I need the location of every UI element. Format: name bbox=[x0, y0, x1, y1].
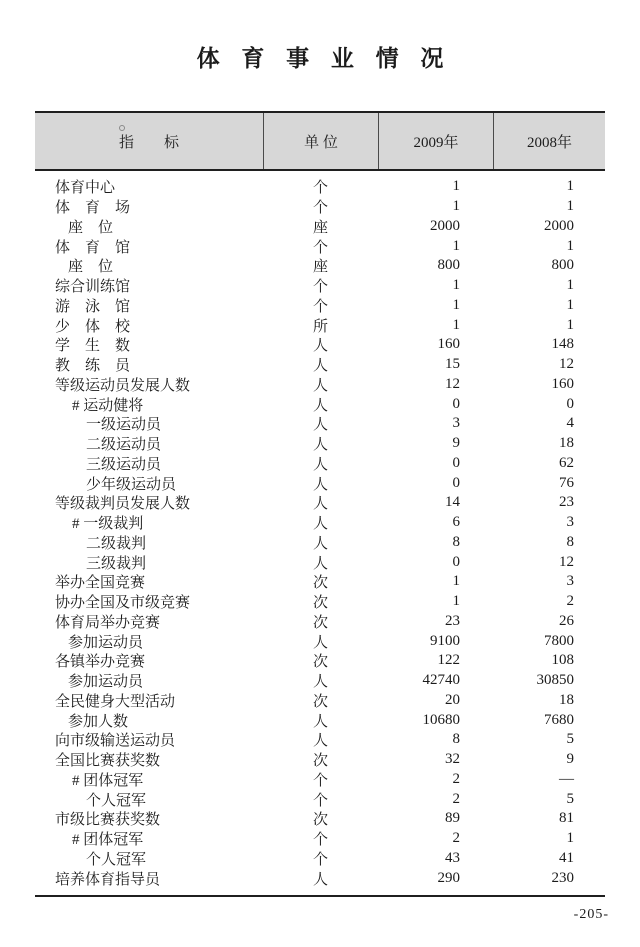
row-indicator: 二级裁判 bbox=[86, 535, 147, 552]
row-value-2009: 1 bbox=[452, 198, 460, 215]
table-row bbox=[35, 236, 605, 256]
row-value-2008: 8 bbox=[566, 533, 574, 550]
table-row bbox=[35, 651, 605, 671]
row-value-2009: 0 bbox=[452, 395, 460, 412]
row-value-2008: 1 bbox=[566, 237, 574, 254]
row-indicator: 参加运动员 bbox=[68, 634, 144, 651]
row-unit: 次 bbox=[312, 575, 328, 592]
row-indicator: 等级运动员发展人数 bbox=[55, 377, 191, 394]
table-row bbox=[35, 513, 605, 533]
table-row bbox=[35, 572, 605, 592]
row-indicator: 座 位 bbox=[68, 219, 114, 236]
table-row bbox=[35, 414, 605, 434]
row-indicator: 综合训练馆 bbox=[55, 279, 131, 296]
row-value-2009: 122 bbox=[437, 652, 460, 669]
table-row bbox=[35, 197, 605, 217]
row-value-2008: 0 bbox=[566, 395, 574, 412]
table-body bbox=[35, 171, 605, 897]
table-row bbox=[35, 868, 605, 888]
row-value-2009: 0 bbox=[452, 454, 460, 471]
row-unit: 人 bbox=[312, 634, 328, 651]
row-indicator: # 团体冠军 bbox=[72, 772, 144, 789]
row-value-2008: 2000 bbox=[544, 217, 574, 234]
row-value-2009: 1 bbox=[452, 237, 460, 254]
row-unit: 人 bbox=[312, 358, 328, 375]
table-row bbox=[35, 809, 605, 829]
table-row bbox=[35, 710, 605, 730]
table-row bbox=[35, 276, 605, 296]
row-indicator: 二级运动员 bbox=[86, 437, 162, 454]
row-value-2008: 800 bbox=[551, 257, 574, 274]
row-indicator: 全国比赛获奖数 bbox=[55, 753, 161, 770]
row-value-2008: 26 bbox=[559, 612, 574, 629]
page-title: 体 育 事 业 情 况 bbox=[196, 46, 452, 71]
row-value-2008: 18 bbox=[559, 691, 574, 708]
row-unit: 次 bbox=[312, 654, 328, 671]
row-value-2009: 23 bbox=[445, 612, 460, 629]
row-indicator: 市级比赛获奖数 bbox=[55, 812, 161, 829]
row-indicator: 向市级输送运动员 bbox=[55, 733, 176, 750]
row-indicator: 少 体 校 bbox=[55, 318, 131, 335]
row-unit: 人 bbox=[312, 476, 328, 493]
row-value-2008: 3 bbox=[566, 573, 574, 590]
row-unit: 个 bbox=[312, 851, 328, 868]
row-unit: 人 bbox=[312, 496, 328, 513]
row-value-2009: 800 bbox=[437, 257, 460, 274]
row-value-2008: 81 bbox=[559, 810, 574, 827]
row-unit: 个 bbox=[312, 772, 328, 789]
row-unit: 次 bbox=[312, 614, 328, 631]
row-unit: 个 bbox=[312, 832, 328, 849]
row-value-2009: 9100 bbox=[430, 632, 460, 649]
row-value-2009: 8 bbox=[452, 731, 460, 748]
row-unit: 个 bbox=[312, 279, 328, 296]
table-row bbox=[35, 177, 605, 197]
row-unit: 次 bbox=[312, 693, 328, 710]
row-value-2009: 89 bbox=[445, 810, 460, 827]
row-value-2009: 3 bbox=[452, 415, 460, 432]
print-speck bbox=[119, 125, 125, 131]
page-number: -205- bbox=[573, 907, 609, 922]
row-unit: 个 bbox=[312, 180, 328, 197]
row-unit: 人 bbox=[312, 535, 328, 552]
row-indicator: 座 位 bbox=[68, 259, 114, 276]
row-unit: 人 bbox=[312, 871, 328, 888]
row-unit: 人 bbox=[312, 516, 328, 533]
row-value-2008: 12 bbox=[559, 356, 574, 373]
row-indicator: 体 育 馆 bbox=[55, 239, 131, 256]
row-unit: 次 bbox=[312, 753, 328, 770]
table-row bbox=[35, 493, 605, 513]
row-unit: 人 bbox=[312, 397, 328, 414]
row-value-2008: 12 bbox=[559, 553, 574, 570]
row-value-2009: 12 bbox=[445, 375, 460, 392]
table-row bbox=[35, 829, 605, 849]
row-value-2009: 0 bbox=[452, 474, 460, 491]
table-row bbox=[35, 533, 605, 553]
table-row bbox=[35, 454, 605, 474]
row-value-2009: 1 bbox=[452, 277, 460, 294]
row-value-2009: 1 bbox=[452, 296, 460, 313]
row-value-2008: 1 bbox=[566, 277, 574, 294]
row-indicator: # 团体冠军 bbox=[72, 832, 144, 849]
row-indicator: 三级裁判 bbox=[86, 555, 147, 572]
table-row bbox=[35, 592, 605, 612]
table-row bbox=[35, 375, 605, 395]
row-unit: 个 bbox=[312, 200, 328, 217]
row-value-2008: 108 bbox=[551, 652, 574, 669]
row-indicator: 参加运动员 bbox=[68, 674, 144, 691]
table-row bbox=[35, 434, 605, 454]
table-row bbox=[35, 691, 605, 711]
row-value-2008: 3 bbox=[566, 514, 574, 531]
row-value-2008: 5 bbox=[566, 731, 574, 748]
statistics-table bbox=[35, 111, 605, 897]
row-unit: 个 bbox=[312, 298, 328, 315]
row-indicator: 教 练 员 bbox=[55, 358, 131, 375]
row-value-2008: 23 bbox=[559, 494, 574, 511]
row-unit: 个 bbox=[312, 239, 328, 256]
table-row bbox=[35, 671, 605, 691]
row-indicator: 培养体育指导员 bbox=[55, 871, 161, 888]
table-row bbox=[35, 473, 605, 493]
row-value-2009: 6 bbox=[452, 514, 460, 531]
row-value-2009: 15 bbox=[445, 356, 460, 373]
row-value-2008: 7680 bbox=[544, 711, 574, 728]
row-value-2008: 2 bbox=[566, 593, 574, 610]
row-unit: 人 bbox=[312, 555, 328, 572]
table-row bbox=[35, 394, 605, 414]
row-value-2009: 290 bbox=[437, 869, 460, 886]
row-unit: 人 bbox=[312, 733, 328, 750]
row-indicator: 个人冠军 bbox=[86, 792, 147, 809]
row-indicator: 等级裁判员发展人数 bbox=[55, 496, 191, 513]
row-indicator: 全民健身大型活动 bbox=[55, 693, 176, 710]
header-year-2008: 2008年 bbox=[493, 113, 605, 169]
row-value-2008: 7800 bbox=[544, 632, 574, 649]
table-row bbox=[35, 315, 605, 335]
row-value-2009: 1 bbox=[452, 593, 460, 610]
row-indicator: 体育局举办竞赛 bbox=[55, 614, 161, 631]
row-indicator: 参加人数 bbox=[68, 713, 129, 730]
row-value-2009: 2 bbox=[452, 770, 460, 787]
row-value-2009: 32 bbox=[445, 751, 460, 768]
row-unit: 所 bbox=[312, 318, 328, 335]
header-indicator: 指 标 bbox=[118, 134, 179, 151]
table-header-row bbox=[35, 111, 605, 171]
table-row bbox=[35, 631, 605, 651]
row-value-2009: 14 bbox=[445, 494, 460, 511]
table-row bbox=[35, 256, 605, 276]
table-row bbox=[35, 552, 605, 572]
row-indicator: # 一级裁判 bbox=[72, 516, 144, 533]
row-value-2009: 2 bbox=[452, 790, 460, 807]
row-indicator: 学 生 数 bbox=[55, 338, 131, 355]
row-indicator: 协办全国及市级竞赛 bbox=[55, 595, 191, 612]
row-value-2009: 2 bbox=[452, 830, 460, 847]
row-indicator: 体育中心 bbox=[55, 180, 116, 197]
row-value-2008: 160 bbox=[551, 375, 574, 392]
row-value-2008: 1 bbox=[566, 198, 574, 215]
row-indicator: 少年级运动员 bbox=[86, 476, 177, 493]
row-value-2008: 18 bbox=[559, 435, 574, 452]
row-value-2008: 1 bbox=[566, 296, 574, 313]
row-value-2008: 230 bbox=[551, 869, 574, 886]
row-unit: 座 bbox=[312, 259, 328, 276]
row-value-2009: 10680 bbox=[422, 711, 460, 728]
row-unit: 次 bbox=[312, 812, 328, 829]
row-value-2009: 0 bbox=[452, 553, 460, 570]
row-unit: 人 bbox=[312, 674, 328, 691]
row-unit: 次 bbox=[312, 595, 328, 612]
row-value-2009: 1 bbox=[452, 573, 460, 590]
table-row bbox=[35, 789, 605, 809]
row-value-2009: 160 bbox=[437, 336, 460, 353]
row-value-2008: 1 bbox=[566, 830, 574, 847]
row-value-2009: 1 bbox=[452, 178, 460, 195]
row-value-2008: 4 bbox=[566, 415, 574, 432]
row-value-2008: — bbox=[559, 770, 574, 787]
row-value-2009: 9 bbox=[452, 435, 460, 452]
row-value-2008: 30850 bbox=[536, 672, 574, 689]
row-indicator: 三级运动员 bbox=[86, 456, 162, 473]
header-year-2009: 2009年 bbox=[378, 113, 493, 169]
row-value-2008: 41 bbox=[559, 849, 574, 866]
row-indicator: 体 育 场 bbox=[55, 200, 131, 217]
row-indicator: # 运动健将 bbox=[72, 397, 144, 414]
row-value-2008: 9 bbox=[566, 751, 574, 768]
header-unit: 单 位 bbox=[263, 113, 378, 169]
row-value-2008: 1 bbox=[566, 178, 574, 195]
row-value-2008: 1 bbox=[566, 316, 574, 333]
row-value-2009: 20 bbox=[445, 691, 460, 708]
row-indicator: 各镇举办竞赛 bbox=[55, 654, 146, 671]
row-unit: 人 bbox=[312, 456, 328, 473]
row-indicator: 举办全国竞赛 bbox=[55, 575, 146, 592]
row-indicator: 游 泳 馆 bbox=[55, 298, 131, 315]
table-row bbox=[35, 217, 605, 237]
row-value-2008: 5 bbox=[566, 790, 574, 807]
row-unit: 个 bbox=[312, 792, 328, 809]
row-value-2008: 62 bbox=[559, 454, 574, 471]
row-unit: 人 bbox=[312, 713, 328, 730]
table-row bbox=[35, 355, 605, 375]
row-value-2009: 2000 bbox=[430, 217, 460, 234]
row-value-2009: 43 bbox=[445, 849, 460, 866]
table-row bbox=[35, 730, 605, 750]
table-row bbox=[35, 296, 605, 316]
row-unit: 人 bbox=[312, 417, 328, 434]
table-row bbox=[35, 770, 605, 790]
row-unit: 人 bbox=[312, 377, 328, 394]
row-value-2009: 8 bbox=[452, 533, 460, 550]
table-row bbox=[35, 750, 605, 770]
row-indicator: 一级运动员 bbox=[86, 417, 162, 434]
row-unit: 座 bbox=[312, 219, 328, 236]
row-value-2008: 148 bbox=[551, 336, 574, 353]
row-unit: 人 bbox=[312, 338, 328, 355]
table-row bbox=[35, 849, 605, 869]
row-value-2009: 1 bbox=[452, 316, 460, 333]
row-unit: 人 bbox=[312, 437, 328, 454]
table-row bbox=[35, 612, 605, 632]
table-row bbox=[35, 335, 605, 355]
row-value-2009: 42740 bbox=[422, 672, 460, 689]
row-indicator: 个人冠军 bbox=[86, 851, 147, 868]
row-value-2008: 76 bbox=[559, 474, 574, 491]
